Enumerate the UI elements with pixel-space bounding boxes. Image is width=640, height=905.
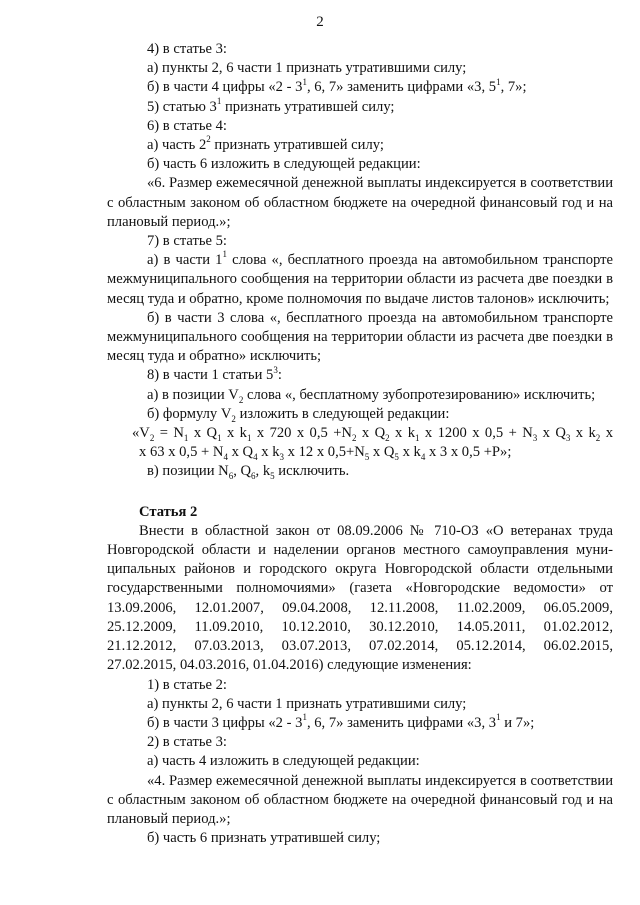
subitem-a: а) в позиции $V_2$ слова «, бесплатному зубопротезированию» исключить;	[147, 386, 596, 405]
subitem-a: а) часть $2^2$ признать утратившей силу;	[147, 134, 384, 154]
subitem-b: б) в части 4 цифры «$2 - 3^1$, 6, 7» заменить цифрами «3, $5^1$, 7»;	[147, 76, 527, 96]
item-4: 4) в статье 3:	[147, 41, 227, 57]
item-5: 5) статью $3^1$ признать утратившей силу;	[147, 95, 395, 115]
intro-line: государственными полномочиями» (газета «Новгородские ведомости» от	[107, 580, 613, 597]
subitem-v: в) позиции $N_6$, $Q_6$, $k_5$ исключить.	[147, 463, 350, 482]
intro-line: Внести в областной закон от 08.09.2006 № 710-ОЗ «О ветеранах труда	[139, 522, 613, 539]
intro-line: 13.09.2006, 12.01.2007, 09.04.2008, 12.11.2008, 11.02.2009, 06.05.2009,	[107, 599, 613, 616]
intro-line: 21.12.2012, 07.03.2013, 03.07.2013, 07.02.2014, 05.12.2014, 06.02.2015,	[107, 638, 613, 655]
item-8: 8) в части 1 статьи $5^3$:	[147, 364, 282, 384]
quoted-paragraph: «4. Размер ежемесячной денежной выплаты индексируется в соответствии с областным законом об областном бюджете на очередной финансовый год и на плановый период.»;	[107, 772, 613, 827]
subitem-b: б) в части 3 цифры «$2 - 3^1$, 6, 7» заменить цифрами «3, $3^1$ и 7»;	[147, 712, 535, 731]
subitem-b: б) формулу $V_2$ изложить в следующей редакции:	[147, 405, 450, 424]
item-7: 7) в статье 5:	[147, 233, 227, 250]
intro-line: 25.12.2009, 11.09.2010, 10.12.2010, 30.12.2010, 14.05.2011, 01.02.2012,	[107, 618, 613, 635]
item-1: 1) в статье 2:	[147, 676, 227, 693]
document-body	[107, 40, 613, 848]
item-2: 2) в статье 3:	[147, 734, 227, 751]
formula-line-1: «$V_2 = N_1$ x $Q_1$ x $k_1$ x 720 x $0,5 +N_2$ x $Q_2$ x $k_1$ x 1200 x $0,5 + N_3$ x $Q_3$ x $k_2$ x	[132, 425, 613, 443]
subitem-a: а) в части $1^1$ слова «, бесплатного проезда на автомобильном транспорте межмуниципального сообщения на территории области из расчета две поездки в месяц туда и обратно, кроме полномочия по выдаче листов талонов» исключить;	[107, 249, 613, 307]
item-6: 6) в статье 4:	[147, 117, 227, 134]
subitem-b: б) часть 6 признать утратившей силу;	[147, 830, 381, 847]
subitem-a: а) часть 4 изложить в следующей редакции:	[147, 753, 420, 770]
article-2-intro	[107, 522, 613, 676]
article-2-heading: Статья 2	[139, 503, 198, 520]
formula-line-2: x 63 x $0,5 + N_4$ x $Q_4$ x $k_3$ x 12 x $0,5+N_5$ x $Q_5$ x $k_4$ x 3 x 0,5 +P»;	[139, 444, 512, 463]
subitem-a: а) пункты 2, 6 части 1 признать утратившими силу;	[147, 695, 467, 712]
subitem-b: б) часть 6 изложить в следующей редакции:	[147, 156, 421, 173]
subitem-a: а) пункты 2, 6 части 1 признать утратившими силу;	[147, 60, 467, 77]
quoted-paragraph: «6. Размер ежемесячной денежной выплаты индексируется в соответствии с областным законом об областном бюджете на очередной финансовый год и на плановый период.»;	[107, 175, 613, 230]
intro-line: ципальных районов и городского округа Новгородской области отдельными	[107, 561, 613, 578]
page-number: 2	[316, 14, 324, 30]
subitem-b: б) в части 3 слова «, бесплатного проезда на автомобильном транспорте межмуниципального сообщения на территории области из расчета две поездки в месяц туда и обратно» исключить;	[107, 309, 613, 365]
intro-line: Новгородской области и наделении органов местного самоуправления муни-	[107, 542, 613, 559]
intro-line: 27.02.2015, 04.03.2016, 01.04.2016) следующие изменения:	[107, 657, 472, 674]
